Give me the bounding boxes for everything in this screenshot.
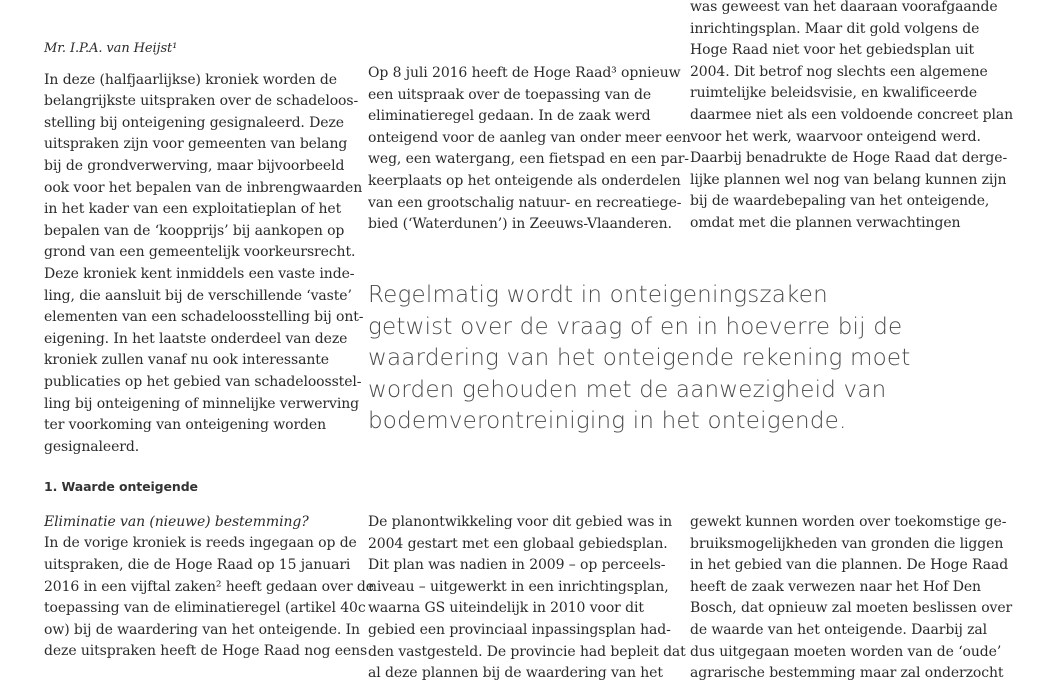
text-line: Op 8 juli 2016 heeft de Hoge Raad³ opnieuw bbox=[368, 65, 681, 81]
pull-quote-line: getwist over de vraag of en in hoeverre bij de bbox=[368, 313, 903, 340]
text-line: niveau – uitgewerkt in een inrichtingsplan, bbox=[368, 578, 669, 595]
text-line: was geweest van het daaraan voorafgaande bbox=[690, 0, 998, 15]
text-line: van een grootschalig natuur- en recreatiege- bbox=[368, 194, 682, 211]
text-line: den vastgesteld. De provincie had bepleit dat bbox=[368, 643, 686, 660]
column-middle-bottom bbox=[368, 512, 686, 685]
column-middle-top bbox=[368, 63, 691, 236]
text-line: 2016 in een vijftal zaken² heeft gedaan over de bbox=[44, 578, 374, 595]
column-right-top bbox=[690, 0, 1014, 235]
text-line: onteigend voor de aanleg van onder meer een bbox=[368, 129, 691, 146]
text-line: voor het werk, waarvoor onteigend werd. bbox=[690, 128, 981, 145]
text-line: de waarde van het onteigende. Daarbij zal bbox=[690, 621, 988, 638]
text-line: gewekt kunnen worden over toekomstige ge- bbox=[690, 514, 1007, 530]
body-paragraph bbox=[44, 533, 374, 663]
pull-quote-line: waardering van het onteigende rekening moet bbox=[368, 345, 911, 371]
text-line: Deze kroniek kent inmiddels een vaste inde- bbox=[44, 265, 355, 282]
section-heading: 1. Waarde onteigende bbox=[44, 479, 198, 495]
text-line: Hoge Raad niet voor het gebiedsplan uit bbox=[690, 42, 975, 59]
pull-quote-line: worden gehouden met de aanwezigheid van bbox=[368, 376, 887, 403]
text-line: 2004. Dit betrof nog slechts een algemene bbox=[690, 63, 988, 80]
sub-heading: Eliminatie van (nieuwe) bestemming? bbox=[44, 513, 309, 530]
pull-quote-line: bodemverontreiniging in het onteigende. bbox=[368, 408, 847, 434]
text-line: in het kader van een exploitatieplan of het bbox=[44, 201, 342, 218]
pull-quote-line: Regelmatig wordt in onteigeningszaken bbox=[368, 282, 828, 308]
text-line: bij de grondverwerving, maar bijvoorbeeld bbox=[44, 157, 345, 174]
text-line: ow) bij de waardering van het onteigende. In bbox=[44, 621, 360, 638]
text-line: een uitspraak over de toepassing van de bbox=[368, 86, 652, 103]
text-line: bij de waardebepaling van het onteigende, bbox=[690, 193, 990, 210]
text-line: stelling bij onteigening gesignaleerd. Deze bbox=[44, 114, 344, 131]
text-line: ling, die aansluit bij de verschillende ‘vaste’ bbox=[44, 287, 352, 304]
text-line: publicaties op het gebied van schadeloosstel- bbox=[44, 373, 362, 390]
text-line: ruimtelijke beleidsvisie, en kwalificeerde bbox=[690, 85, 978, 102]
text-line: inrichtingsplan. Maar dit gold volgens de bbox=[690, 20, 980, 37]
author-name: Mr. I.P.A. van Heijst¹ bbox=[44, 41, 178, 56]
text-line: weg, een watergang, een fietspad en een par- bbox=[368, 151, 689, 168]
text-line: uitspraken zijn voor gemeenten van belang bbox=[44, 136, 348, 153]
text-line: kroniek zullen vanaf nu ook interessante bbox=[44, 352, 329, 369]
text-line: elementen van een schadeloosstelling bij ont- bbox=[44, 309, 364, 326]
text-line: waarna GS uiteindelijk in 2010 voor dit bbox=[368, 600, 644, 617]
text-line: ter voorkoming van onteigening worden bbox=[44, 417, 327, 434]
text-line: keerplaats op het onteigende als onderdelen bbox=[368, 172, 681, 189]
text-line: daarmee niet als een voldoende concreet plan bbox=[690, 106, 1014, 123]
text-line: De planontwikkeling voor dit gebied was in bbox=[368, 514, 672, 530]
text-line: heeft de zaak verwezen naar het Hof Den bbox=[690, 578, 981, 595]
text-line: toepassing van de eliminatieregel (artikel 40c bbox=[44, 600, 366, 617]
text-line: uitspraken, die de Hoge Raad op 15 januari bbox=[44, 557, 351, 574]
text-line: eliminatieregel gedaan. In de zaak werd bbox=[368, 108, 651, 125]
text-line: belangrijkste uitspraken over de schadeloos- bbox=[44, 93, 359, 110]
text-line: bied (‘Waterdunen’) in Zeeuws-Vlaanderen. bbox=[368, 216, 672, 233]
pull-quote bbox=[368, 280, 928, 438]
text-line: deze uitspraken heeft de Hoge Raad nog eens bbox=[44, 643, 368, 660]
text-line: In deze (halfjaarlijkse) kroniek worden de bbox=[44, 71, 337, 88]
text-line: al deze plannen bij de waardering van het bbox=[368, 665, 663, 682]
column-left bbox=[44, 38, 374, 663]
text-line: gebied een provinciaal inpassingsplan had- bbox=[368, 621, 671, 638]
text-line: bruiksmogelijkheden van gronden die liggen bbox=[690, 535, 1004, 552]
text-line: eigening. In het laatste onderdeel van deze bbox=[44, 330, 348, 347]
text-line: lijke plannen wel nog van belang kunnen zijn bbox=[690, 171, 1007, 188]
text-line: Dit plan was nadien in 2009 – op perceels- bbox=[368, 557, 666, 574]
text-line: dus uitgegaan moeten worden van de ‘oude’ bbox=[690, 643, 1002, 660]
text-line: bepalen van de ‘koopprijs’ bij aankopen op bbox=[44, 222, 345, 239]
text-line: gesignaleerd. bbox=[44, 438, 140, 455]
text-line: Bosch, dat opnieuw zal moeten beslissen over bbox=[690, 600, 1013, 617]
text-line: ling bij onteigening of minnelijke verwerving bbox=[44, 395, 359, 412]
text-line: omdat met die plannen verwachtingen bbox=[690, 214, 961, 231]
text-line: agrarische bestemming maar zal onderzocht bbox=[690, 665, 1004, 682]
text-line: In de vorige kroniek is reeds ingegaan op de bbox=[44, 535, 357, 552]
intro-paragraph bbox=[44, 70, 364, 459]
text-line: in het gebied van die plannen. De Hoge Raad bbox=[690, 557, 1009, 574]
text-line: ook voor het bepalen van de inbrengwaarden bbox=[44, 179, 363, 196]
text-line: 2004 gestart met een globaal gebiedsplan. bbox=[368, 535, 668, 552]
text-line: grond van een gemeentelijk voorkeursrecht. bbox=[44, 244, 356, 261]
text-line: Daarbij benadrukte de Hoge Raad dat derge- bbox=[690, 150, 1008, 167]
column-right-bottom bbox=[690, 512, 1013, 685]
